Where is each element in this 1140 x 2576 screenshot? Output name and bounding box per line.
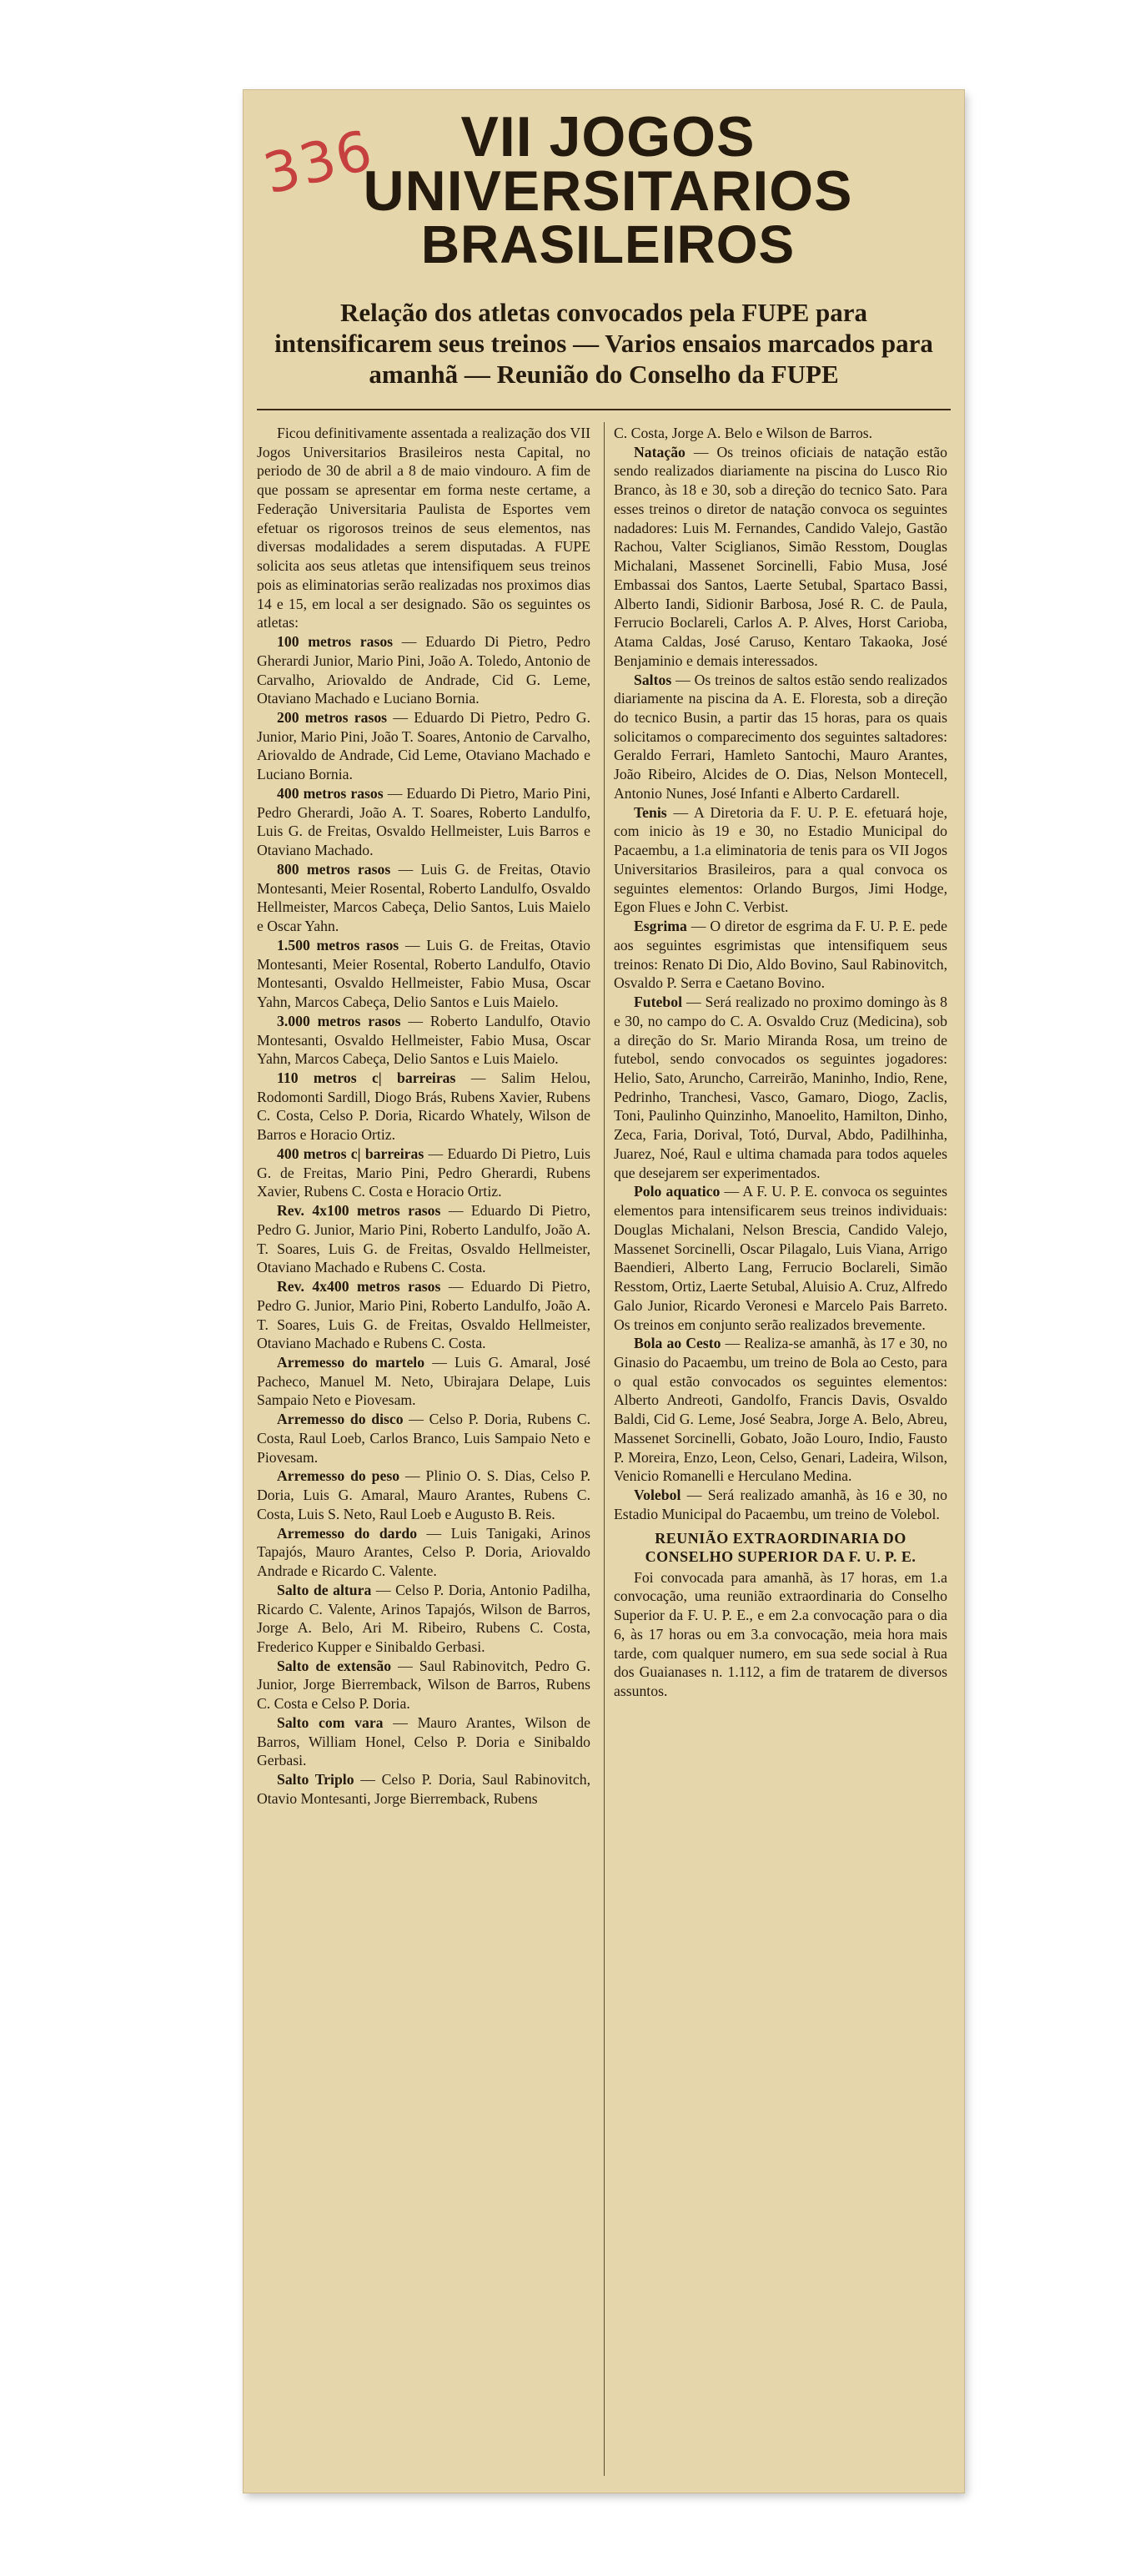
intro-paragraph: Ficou definitivamente assentada a realização dos VII Jogos Universitarios Brasileiros nesta Capital, no periodo de 30 de abril a 8 de maio vindouro. A fim de que possam se apresentar em forma neste certame, a Federação Universitaria Paulista de Esportes vem efetuar os rigorosos treinos de seus elementos, nas diversas modalidades a serem disputadas. A FUPE solicita aos seus atletas que intensifiquem seus treinos pois as eliminatorias serão realizadas nos proximos dias 14 e 15, em local a ser designado. São os seguintes os atletas: (257, 425, 590, 631)
event-paragraph (257, 1410, 590, 1467)
event-name: 400 metros c| barreiras (277, 1145, 424, 1162)
headline-rule (257, 409, 951, 410)
sport-paragraph (614, 803, 947, 917)
sport-name: Futebol (634, 994, 682, 1011)
athletics-event-list (257, 632, 590, 1809)
sport-name: Tenis (634, 803, 667, 821)
event-text: — Luis G. de Freitas, Otavio Montesanti, Meier Rosental, Roberto Landulfo, Otavio Montesanti, Osvaldo Hellmeister, Fabio Musa, Oscar Yahn, Marcos Cabeça, Delio Santos e Luis Maielo. (257, 936, 590, 1011)
event-text: — Roberto Landulfo, Otavio Montesanti, Osvaldo Hellmeister, Fabio Musa, Oscar Yahn, Marcos Cabeça, Delio Santos e Luis Maielo. (257, 1012, 590, 1068)
event-text: — Plinio O. S. Dias, Celso P. Doria, Luis G. Amaral, Mauro Arantes, Rubens C. Costa, Luis S. Neto, Raul Loeb e Augusto B. Reis. (257, 1467, 590, 1522)
column-divider (604, 422, 605, 2476)
event-text: — Luis G. Amaral, José Pacheco, Manuel M. Neto, Ubirajara Delape, Luis Sampaio Neto e Piovesam. (257, 1353, 590, 1409)
sport-name: Polo aquatico (634, 1183, 721, 1200)
event-name: 800 metros rasos (277, 860, 391, 878)
event-name: Salto de altura (277, 1581, 372, 1598)
sport-paragraph (614, 917, 947, 993)
sport-paragraph (614, 1486, 947, 1523)
event-name: 3.000 metros rasos (277, 1012, 401, 1029)
sports-list (614, 443, 947, 1524)
sport-text: — Será realizado amanhã, às 16 e 30, no Estadio Municipal do Pacaembu, um treino de Volebol. (614, 1487, 947, 1522)
left-column (257, 424, 590, 1809)
headline (277, 105, 939, 274)
newspaper-clipping (244, 90, 964, 2493)
event-text: — Eduardo Di Pietro, Luis G. de Freitas, Mario Pini, Pedro Gherardi, Rubens Xavier, Rubens C. Costa e Horacio Ortiz. (257, 1145, 590, 1200)
event-paragraph (257, 1770, 590, 1808)
sport-text: — Os treinos oficiais de natação estão sendo realizados diariamente na piscina do Lusco Rio Branco, às 18 e 30, sob a direção do tecnico Sato. Para esses treinos o diretor de natação convoca os seguintes nadadores: Luis M. Fernandes, Candido Valejo, Gastão Rachou, Valter Sciglianos, Simão Resstom, Douglas Michalani, Massenet Sorcinelli, Fabio Musa, José Embassai dos Santos, Laerte Setubal, Spartaco Bassi, Alberto Iandi, Sidionir Barbosa, José R. C. de Paula, Ferrucio Boclareli, Carlos A. P. Alves, Horst Carioba, Atama Caldas, José Caruso, Kentaro Takaoka, José Benjaminio e demais interessados. (614, 443, 947, 669)
event-paragraph (257, 1201, 590, 1277)
event-paragraph (257, 1012, 590, 1069)
event-text: — Luis Tanigaki, Arinos Tapajós, Mauro Arantes, Celso P. Doria, Ariovaldo Andrade e Ricardo C. Valente. (257, 1524, 590, 1580)
event-text: — Eduardo Di Pietro, Mario Pini, Pedro Gherardi, João A. T. Soares, Roberto Landulfo, Luis G. de Freitas, Osvaldo Hellmeister, Luis Barros e Otaviano Machado. (257, 784, 591, 859)
event-name: 200 metros rasos (277, 709, 388, 727)
event-paragraph (257, 1353, 590, 1410)
sport-name: Volebol (634, 1487, 681, 1504)
event-text: — Celso P. Doria, Antonio Padilha, Ricardo C. Valente, Arinos Tapajós, Wilson de Barros, Jorge A. Belo, Ari M. Ribeiro, Rubens C. Costa, Frederico Kupper e Sinibaldo Gerbasi. (257, 1581, 590, 1655)
event-text: — Saul Rabinovitch, Pedro G. Junior, Jorge Bierremback, Wilson de Barros, Rubens C. Costa e Celso P. Doria. (257, 1657, 590, 1713)
event-name: 100 metros rasos (277, 633, 394, 651)
event-text: — Eduardo Di Pietro, Pedro G. Junior, Mario Pini, Roberto Landulfo, João A. T. Soares, Luis G. de Freitas, Osvaldo Hellmeister, Otaviano Machado e Rubens C. Costa. (257, 1278, 591, 1352)
event-text: — Celso P. Doria, Saul Rabinovitch, Otavio Montesanti, Jorge Bierremback, Rubens (257, 1771, 590, 1807)
event-text: — Salim Helou, Rodomonti Sardill, Diogo Brás, Rubens Xavier, Rubens C. Costa, Celso P. Doria, Ricardo Whately, Wilson de Barros e Horacio Ortiz. (257, 1069, 591, 1144)
event-paragraph (257, 1277, 590, 1353)
event-paragraph (257, 1069, 590, 1145)
event-name: 1.500 metros rasos (277, 936, 399, 953)
meeting-title: REUNIÃO EXTRAORDINARIA DO CONSELHO SUPERIOR DA F. U. P. E. (645, 1529, 917, 1566)
event-name: Arremesso do dardo (277, 1524, 418, 1542)
event-paragraph (257, 1524, 590, 1581)
subheadline: Relação dos atletas convocados pela FUPE para intensificarem seus treinos — Varios ensaios marcados para amanhã — Reunião do Conselho da FUPE (274, 298, 933, 390)
event-text: — Mauro Arantes, Wilson de Barros, William Honel, Celso P. Doria e Sinibaldo Gerbasi. (257, 1713, 590, 1769)
sport-text: — Os treinos de saltos estão sendo realizados diariamente na piscina da A. E. Floresta, sob a direção do tecnico Busin, a partir das 15 horas, para os quais solicitamos o comparecimento dos seguintes saltadores: Geraldo Ferrari, Hamleto Santochi, Mauro Arantes, João Ribeiro, Alcides de O. Dias, Nelson Montecell, Antonio Nunes, José Infanti e Alberto Cardarell. (614, 671, 947, 802)
sport-paragraph (614, 443, 947, 671)
event-paragraph (257, 1713, 590, 1770)
event-name: 110 metros c| barreiras (277, 1069, 456, 1086)
meeting-paragraph: Foi convocada para amanhã, às 17 horas, em 1.a convocação, uma reunião extraordinaria do Conselho Superior da F. U. P. E., e em 2.a convocação para o dia 6, às 17 horas ou em 3.a convocação, meia hora mais tarde, com qualquer numero, em sua sede social à Rua dos Guaianases n. 1.112, a fim de tratarem de diversos assuntos. (614, 1568, 947, 1699)
handwritten-annotation: 336 (257, 118, 380, 207)
event-text: — Celso P. Doria, Rubens C. Costa, Raul Loeb, Carlos Branco, Luis Sampaio Neto e Piovesam. (257, 1411, 590, 1466)
sport-name: Esgrima (634, 918, 687, 935)
sport-paragraph (614, 1182, 947, 1334)
sport-text: — A Diretoria da F. U. P. E. efetuará hoje, com inicio às 19 e 30, no Estadio Municipal do Pacaembu, a 1.a eliminatoria de tenis para os VII Jogos Universitarios Brasileiros, para a qual convoca os seguintes elementos: Orlando Burgos, Jimi Hodge, Egon Flues e John C. Verbist. (614, 803, 947, 916)
event-paragraph (257, 1581, 590, 1657)
event-name: Salto de extensão (277, 1657, 392, 1674)
sport-text: — O diretor de esgrima da F. U. P. E. pede aos seguintes esgrimistas que intensifiquem seus treinos: Renato Di Dio, Aldo Bovino, Saul Rabinovitch, Osvaldo P. Serra e Caetano Bovino. (614, 918, 947, 992)
sport-text: — Será realizado no proximo domingo às 8 e 30, no campo do C. A. Osvaldo Cruz (Medicina), sob a direção do Sr. Mario Miranda Rosa, um treino de futebol, sendo convocados os seguintes jogadores: Helio, Sato, Aruncho, Carreirão, Maninho, Indio, Rene, Pedrinho, Tranchesi, Vasco, Gamaro, Diogo, Zaclis, Toni, Paulinho Quinzinho, Manoelito, Hamilton, Dinho, Zeca, Faria, Dorival, Totó, Durval, Abdo, Padilhinha, Juarez, Noé, Raul e ultima chamada para todos aqueles que desejarem ser experimentados. (614, 994, 947, 1181)
event-text: — Eduardo Di Pietro, Pedro Gherardi Junior, Mario Pini, João A. Toledo, Antonio de Carvalho, Ariovaldo de Andrade, Cid G. Leme, Otaviano Machado e Luciano Bornia. (257, 633, 590, 707)
event-text: — Eduardo Di Pietro, Pedro G. Junior, Mario Pini, Roberto Landulfo, João A. T. Soares, Luis G. de Freitas, Osvaldo Hellmeister, Otaviano Machado e Rubens C. Costa. (257, 1202, 591, 1276)
sport-name: Bola ao Cesto (634, 1335, 721, 1352)
event-paragraph (257, 936, 590, 1012)
event-paragraph (257, 632, 590, 708)
sport-text: — Realiza-se amanhã, às 17 e 30, no Ginasio do Pacaembu, um treino de Bola ao Cesto, para o qual estão convocados os seguintes elementos: Alberto Andreoti, Gandolfo, Francis Davis, Osvaldo Baldi, Cid G. Leme, José Seabra, Jorge A. Belo, Abreu, Massenet Sorcinelli, Gobato, João Louro, Indio, Fausto P. Moreira, Enzo, Leon, Celso, Genari, Ladeira, Wilson, Venicio Romanelli e Herculano Medina. (614, 1335, 948, 1485)
sport-name: Natação (634, 443, 686, 460)
event-name: Rev. 4x400 metros rasos (277, 1278, 441, 1296)
event-text: — Luis G. de Freitas, Otavio Montesanti, Meier Rosental, Roberto Landulfo, Osvaldo Hellmeister, Marcos Cabeça, Delio Santos, Luis Maielo e Oscar Yahn. (257, 860, 590, 935)
sport-paragraph (614, 671, 947, 803)
event-name: Arremesso do martelo (277, 1353, 425, 1371)
event-paragraph (257, 784, 590, 860)
event-name: Arremesso do disco (277, 1411, 404, 1428)
sport-paragraph (614, 993, 947, 1182)
headline-line-2: BRASILEIROS (420, 214, 796, 274)
sport-name: Saltos (634, 671, 672, 688)
event-paragraph (257, 1145, 590, 1201)
event-paragraph (257, 708, 590, 784)
event-paragraph (257, 1467, 590, 1523)
event-name: Rev. 4x100 metros rasos (277, 1202, 441, 1220)
event-name: Salto Triplo (277, 1771, 354, 1789)
event-name: 400 metros rasos (277, 784, 384, 802)
event-text: — Eduardo Di Pietro, Pedro G. Junior, Mario Pini, João T. Soares, Antonio de Carvalho, Ariovaldo de Andrade, Cid Leme, Otaviano Machado e Luciano Bornia. (257, 709, 591, 783)
sport-text: — A F. U. P. E. convoca os seguintes elementos para intensificarem seus treinos individuais: Douglas Michalani, Nelson Brescia, Candido Valejo, Massenet Sorcinelli, Oscar Pilagalo, Luis Viana, Arrigo Baendieri, Alberto Lang, Ferrucio Boclareli, Simão Resstom, Ortiz, Laerte Setubal, Aluisio A. Cruz, Alfredo Galo Junior, Ricardo Veronesi e Marcelo Pais Barreto. Os treinos em conjunto serão realizados brevemente. (614, 1183, 947, 1333)
continuation-paragraph: C. Costa, Jorge A. Belo e Wilson de Barros. (614, 425, 873, 441)
event-name: Salto com vara (277, 1713, 384, 1731)
sport-paragraph (614, 1334, 947, 1486)
event-paragraph (257, 1657, 590, 1713)
headline-line-1: VII JOGOS UNIVERSITARIOS (363, 105, 853, 224)
event-paragraph (257, 860, 590, 936)
event-name: Arremesso do peso (277, 1467, 400, 1485)
right-column (614, 424, 947, 1701)
